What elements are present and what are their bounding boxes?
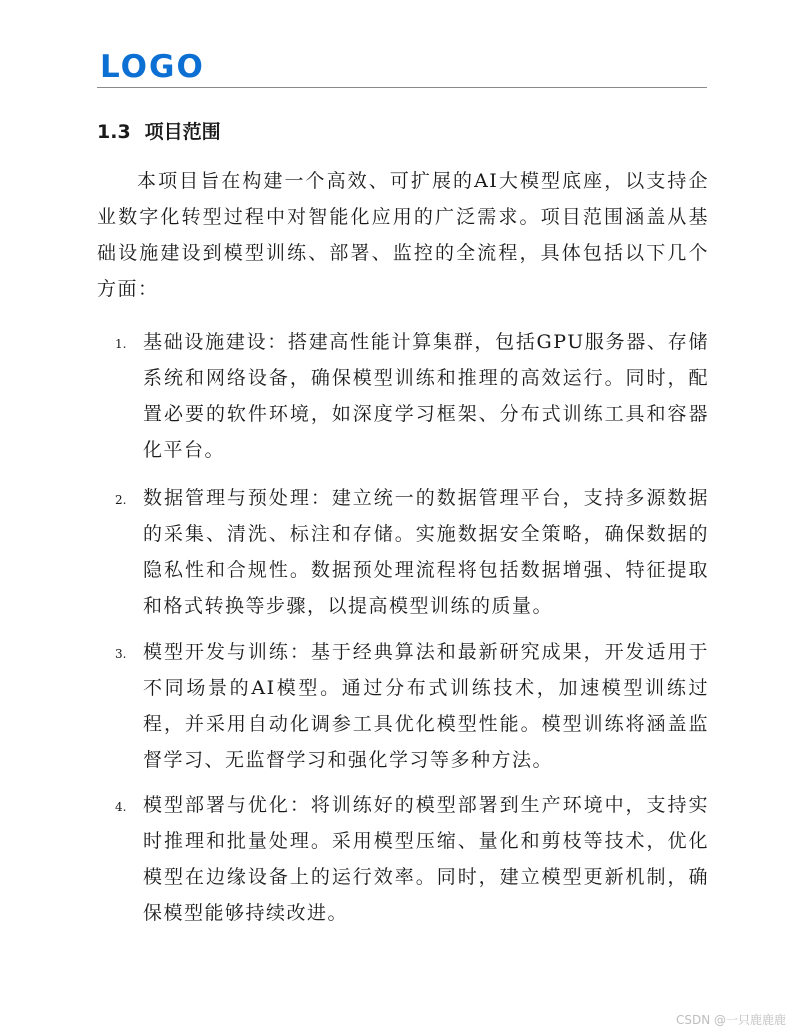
watermark: CSDN @一只鹿鹿鹿 (675, 1013, 786, 1027)
header-divider (97, 87, 707, 88)
logo: LOGO (100, 49, 205, 85)
section-heading (97, 117, 221, 147)
section-number: 1.3 (97, 121, 131, 143)
intro-paragraph: 本项目旨在构建一个高效、可扩展的AI大模型底座，以支持企业数字化转型过程中对智能化应用的广泛需求。项目范围涵盖从基础设施建设到模型训练、部署、监控的全流程，具体包括以下几个方面： (97, 170, 709, 300)
list-item-text: 模型开发与训练：基于经典算法和最新研究成果，开发适用于不同场景的AI模型。通过分布式训练技术，加速模型训练过程，并采用自动化调参工具优化模型性能。模型训练将涵盖监督学习、无监督学习和强化学习等多种方法。 (143, 641, 709, 771)
list-item-text: 数据管理与预处理：建立统一的数据管理平台，支持多源数据的采集、清洗、标注和存储。实施数据安全策略，确保数据的隐私性和合规性。数据预处理流程将包括数据增强、特征提取和格式转换等步骤，以提高模型训练的质量。 (143, 487, 709, 617)
list-item-text: 模型部署与优化：将训练好的模型部署到生产环境中，支持实时推理和批量处理。采用模型压缩、量化和剪枝等技术，优化模型在边缘设备上的运行效率。同时，建立模型更新机制，确保模型能够持续改进。 (143, 794, 709, 924)
section-title: 项目范围 (144, 121, 221, 143)
list-marker: 1. (115, 337, 127, 351)
list-marker: 4. (115, 800, 127, 814)
list-marker: 3. (115, 647, 127, 661)
list-item-text: 基础设施建设：搭建高性能计算集群，包括GPU服务器、存储系统和网络设备，确保模型训练和推理的高效运行。同时，配置必要的软件环境，如深度学习框架、分布式训练工具和容器化平台。 (143, 331, 709, 461)
list-marker: 2. (115, 493, 127, 507)
